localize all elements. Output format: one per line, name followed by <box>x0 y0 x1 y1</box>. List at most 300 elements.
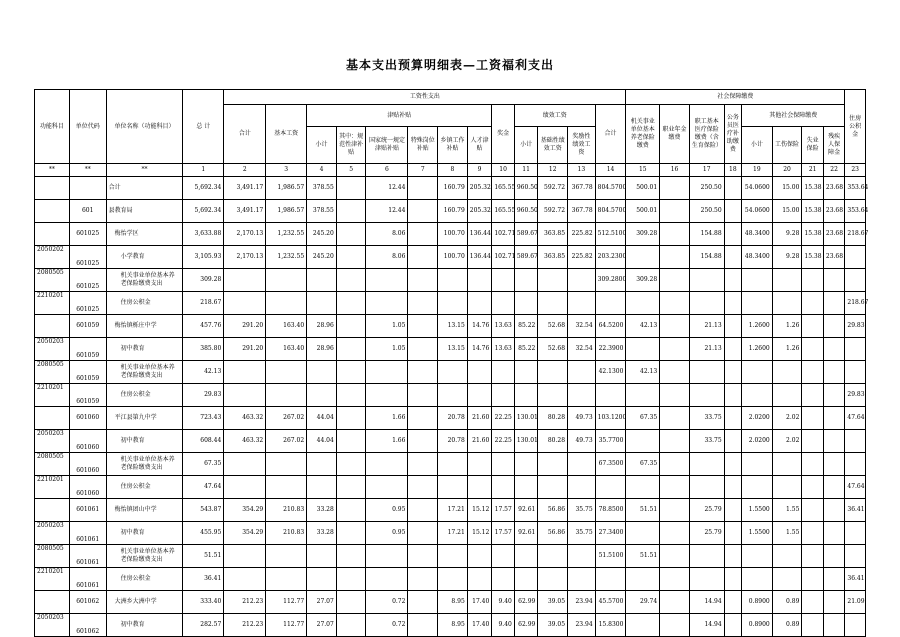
cell-value: 218.67 <box>845 292 866 315</box>
cell-value: 44.04 <box>307 407 337 430</box>
cell-value <box>408 292 438 315</box>
cell-value: 165.55 <box>492 177 515 200</box>
cell-value: 67.3500 <box>595 453 626 476</box>
cell-value: 15.12 <box>467 522 492 545</box>
cell-value <box>438 361 468 384</box>
cell-value: 80.28 <box>538 407 568 430</box>
cell-value <box>224 476 266 499</box>
cell-value: 52.68 <box>538 338 568 361</box>
column-number: 5 <box>336 164 366 177</box>
cell-unit-name: 住房公积金 <box>106 292 183 315</box>
table-row <box>35 269 866 292</box>
cell-value: 267.02 <box>266 407 307 430</box>
cell-value: 2.0200 <box>742 430 773 453</box>
cell-value <box>845 269 866 292</box>
cell-value: 455.95 <box>183 522 224 545</box>
cell-value: 130.01 <box>514 407 538 430</box>
column-number: 23 <box>845 164 866 177</box>
cell-value: 22.25 <box>492 430 515 453</box>
cell-value: 608.44 <box>183 430 224 453</box>
cell-unit-code: 601061 <box>69 499 106 522</box>
cell-value <box>224 453 266 476</box>
cell-value: 463.32 <box>224 430 266 453</box>
cell-value: 309.28 <box>626 223 660 246</box>
cell-value: 291.20 <box>224 338 266 361</box>
cell-value: 15.38 <box>802 200 823 223</box>
cell-value: 1.5500 <box>742 499 773 522</box>
column-number: 7 <box>408 164 438 177</box>
cell-value <box>772 476 802 499</box>
cell-value <box>689 384 724 407</box>
column-number: 16 <box>660 164 690 177</box>
cell-value: 212.23 <box>224 614 266 637</box>
cell-value: 39.05 <box>538 614 568 637</box>
cell-value <box>492 568 515 591</box>
cell-value <box>336 545 366 568</box>
cell-value: 1.66 <box>366 407 408 430</box>
cell-value <box>823 292 845 315</box>
cell-value: 28.96 <box>307 315 337 338</box>
cell-value <box>467 269 492 292</box>
col-header-jj: 奖金 <box>492 105 515 164</box>
cell-value: 27.07 <box>307 614 337 637</box>
cell-unit-code: 601061 <box>69 522 106 545</box>
cell-value: 500.01 <box>626 200 660 223</box>
cell-function-code <box>35 177 70 200</box>
cell-value <box>366 568 408 591</box>
cell-value: 0.8900 <box>742 614 773 637</box>
cell-value <box>366 453 408 476</box>
cell-value <box>724 499 741 522</box>
cell-value: 100.70 <box>438 223 468 246</box>
cell-value: 51.51 <box>183 545 224 568</box>
column-number: 12 <box>538 164 568 177</box>
cell-value <box>823 568 845 591</box>
cell-value: 33.75 <box>689 407 724 430</box>
cell-value <box>336 269 366 292</box>
cell-unit-code: 601061 <box>69 545 106 568</box>
cell-unit-name: 大洲乡大洲中学 <box>106 591 183 614</box>
cell-value: 960.50 <box>514 200 538 223</box>
cell-value: 512.5100 <box>595 223 626 246</box>
cell-value <box>568 568 596 591</box>
cell-value: 52.68 <box>538 315 568 338</box>
cell-value <box>689 545 724 568</box>
cell-value <box>336 522 366 545</box>
cell-value: 29.83 <box>845 315 866 338</box>
cell-value <box>724 200 741 223</box>
cell-value <box>802 453 823 476</box>
page-title: 基本支出预算明细表—工资福利支出 <box>345 58 554 72</box>
cell-value <box>492 545 515 568</box>
cell-value: 1,986.57 <box>266 177 307 200</box>
table-row <box>35 499 866 522</box>
cell-value <box>538 269 568 292</box>
cell-value <box>742 292 773 315</box>
cell-value <box>724 430 741 453</box>
cell-value <box>660 223 690 246</box>
cell-value <box>366 545 408 568</box>
cell-value <box>467 292 492 315</box>
cell-value <box>408 591 438 614</box>
cell-value: 67.35 <box>183 453 224 476</box>
cell-value: 500.01 <box>626 177 660 200</box>
col-header-qzfzgxjt: 其中：规范性津补贴 <box>336 127 366 164</box>
cell-value <box>366 384 408 407</box>
cell-value <box>724 246 741 269</box>
cell-function-code: 2080505 <box>35 453 70 476</box>
cell-unit-name: 合计 <box>106 177 183 200</box>
cell-value: 36.41 <box>845 499 866 522</box>
cell-value <box>408 384 438 407</box>
cell-value <box>823 384 845 407</box>
cell-value <box>802 269 823 292</box>
cell-value <box>408 614 438 637</box>
cell-value: 85.22 <box>514 315 538 338</box>
cell-value <box>802 614 823 637</box>
cell-value <box>660 453 690 476</box>
cell-value: 42.13 <box>626 361 660 384</box>
cell-value: 17.21 <box>438 499 468 522</box>
cell-value <box>823 499 845 522</box>
column-number: 22 <box>823 164 845 177</box>
col-header-tsgwbt: 特殊岗位补贴 <box>408 127 438 164</box>
cell-value: 154.88 <box>689 223 724 246</box>
column-number: 9 <box>467 164 492 177</box>
column-number: 20 <box>772 164 802 177</box>
cell-value: 250.50 <box>689 200 724 223</box>
cell-value: 210.83 <box>266 499 307 522</box>
cell-value <box>408 223 438 246</box>
cell-value: 39.05 <box>538 591 568 614</box>
table-row <box>35 522 866 545</box>
cell-value: 23.94 <box>568 591 596 614</box>
column-number: 14 <box>595 164 626 177</box>
cell-value <box>689 476 724 499</box>
cell-unit-name: 初中教育 <box>106 430 183 453</box>
cell-value <box>724 315 741 338</box>
header-row-1 <box>35 90 866 105</box>
cell-value: 309.28 <box>183 269 224 292</box>
column-number: 3 <box>266 164 307 177</box>
cell-value <box>742 568 773 591</box>
table-row <box>35 614 866 637</box>
cell-value: 14.94 <box>689 591 724 614</box>
table-row <box>35 177 866 200</box>
cell-value <box>660 292 690 315</box>
cell-value <box>336 200 366 223</box>
budget-table <box>34 89 869 637</box>
cell-value: 1.5500 <box>742 522 773 545</box>
cell-value: 49.73 <box>568 407 596 430</box>
cell-value <box>408 177 438 200</box>
cell-value <box>336 499 366 522</box>
col-header-gzxzc: 工资性支出 <box>224 90 626 105</box>
cell-value: 28.96 <box>307 338 337 361</box>
cell-unit-code: 601025 <box>69 246 106 269</box>
cell-value <box>538 476 568 499</box>
cell-value <box>724 361 741 384</box>
cell-value <box>307 292 337 315</box>
cell-value <box>845 246 866 269</box>
cell-value: 960.50 <box>514 177 538 200</box>
cell-value <box>514 453 538 476</box>
cell-value: 9.40 <box>492 614 515 637</box>
cell-value <box>802 522 823 545</box>
table-row <box>35 246 866 269</box>
cell-value <box>845 614 866 637</box>
cell-value: 49.73 <box>568 430 596 453</box>
cell-value <box>724 292 741 315</box>
col-header-zynj: 职业年金缴费 <box>660 105 690 164</box>
cell-value: 13.15 <box>438 338 468 361</box>
cell-value <box>336 315 366 338</box>
cell-value: 385.80 <box>183 338 224 361</box>
cell-value: 64.5200 <box>595 315 626 338</box>
cell-value: 15.38 <box>802 177 823 200</box>
cell-value: 225.82 <box>568 223 596 246</box>
cell-value: 589.67 <box>514 246 538 269</box>
cell-value: 17.57 <box>492 522 515 545</box>
cell-value <box>408 545 438 568</box>
cell-value: 9.40 <box>492 591 515 614</box>
cell-value <box>538 384 568 407</box>
cell-value <box>802 568 823 591</box>
cell-value <box>772 361 802 384</box>
cell-value <box>845 545 866 568</box>
cell-value: 29.83 <box>183 384 224 407</box>
cell-value <box>660 200 690 223</box>
cell-value: 3,491.17 <box>224 177 266 200</box>
cell-value <box>660 568 690 591</box>
cell-value <box>845 522 866 545</box>
cell-value <box>336 384 366 407</box>
column-number: 4 <box>307 164 337 177</box>
cell-value <box>626 522 660 545</box>
cell-value <box>266 361 307 384</box>
cell-value: 136.44 <box>467 246 492 269</box>
cell-unit-name: 平江县第九中学 <box>106 407 183 430</box>
cell-value: 1,986.57 <box>266 200 307 223</box>
cell-value <box>408 522 438 545</box>
cell-value: 245.20 <box>307 246 337 269</box>
cell-value <box>438 269 468 292</box>
cell-value <box>724 476 741 499</box>
cell-value <box>307 453 337 476</box>
cell-value <box>336 246 366 269</box>
cell-unit-name: 初中教育 <box>106 522 183 545</box>
col-header-zj: 总 计 <box>183 90 224 164</box>
cell-value: 363.85 <box>538 223 568 246</box>
cell-value: 20.78 <box>438 407 468 430</box>
cell-value: 1.2600 <box>742 315 773 338</box>
cell-value: 51.51 <box>626 545 660 568</box>
cell-value: 1.05 <box>366 315 408 338</box>
cell-value: 22.25 <box>492 407 515 430</box>
cell-value <box>307 568 337 591</box>
cell-value: 363.85 <box>538 246 568 269</box>
cell-value: 47.64 <box>183 476 224 499</box>
cell-value: 1.55 <box>772 499 802 522</box>
cell-value <box>568 292 596 315</box>
cell-value <box>626 476 660 499</box>
cell-value: 56.86 <box>538 499 568 522</box>
cell-value <box>660 522 690 545</box>
cell-value: 33.75 <box>689 430 724 453</box>
cell-value: 15.38 <box>802 223 823 246</box>
table-row <box>35 476 866 499</box>
cell-value <box>408 315 438 338</box>
cell-value: 309.2800 <box>595 269 626 292</box>
cell-value <box>823 338 845 361</box>
cell-value <box>724 591 741 614</box>
cell-value: 51.51 <box>626 499 660 522</box>
cell-value <box>514 384 538 407</box>
column-number: 2 <box>224 164 266 177</box>
cell-value: 23.68 <box>823 223 845 246</box>
table-row <box>35 591 866 614</box>
cell-value <box>772 453 802 476</box>
column-number: 6 <box>366 164 408 177</box>
cell-value: 154.88 <box>689 246 724 269</box>
cell-unit-name: 住房公积金 <box>106 476 183 499</box>
cell-value <box>492 361 515 384</box>
cell-value <box>772 568 802 591</box>
cell-value <box>595 292 626 315</box>
cell-value: 1.66 <box>366 430 408 453</box>
cell-value <box>660 384 690 407</box>
cell-value: 367.78 <box>568 177 596 200</box>
cell-value <box>467 361 492 384</box>
cell-value <box>660 614 690 637</box>
cell-value: 163.40 <box>266 338 307 361</box>
cell-value <box>266 453 307 476</box>
cell-value: 17.21 <box>438 522 468 545</box>
cell-value: 2.0200 <box>742 407 773 430</box>
cell-value: 0.72 <box>366 614 408 637</box>
cell-value <box>514 292 538 315</box>
cell-value <box>336 453 366 476</box>
cell-value: 13.63 <box>492 315 515 338</box>
cell-value <box>626 338 660 361</box>
cell-value: 35.75 <box>568 522 596 545</box>
cell-function-code: 2210201 <box>35 384 70 407</box>
cell-value <box>595 476 626 499</box>
cell-function-code: 2210201 <box>35 292 70 315</box>
cell-unit-name: 初中教育 <box>106 338 183 361</box>
cell-value <box>595 384 626 407</box>
cell-value <box>408 246 438 269</box>
cell-value: 804.5700 <box>595 200 626 223</box>
column-number: 18 <box>724 164 741 177</box>
cell-value: 92.61 <box>514 522 538 545</box>
cell-function-code <box>35 223 70 246</box>
col-header-jlxjxgz: 奖励性绩效工资 <box>568 127 596 164</box>
cell-value <box>336 430 366 453</box>
cell-value: 353.64 <box>845 177 866 200</box>
table-row <box>35 223 866 246</box>
cell-value: 21.60 <box>467 407 492 430</box>
cell-value: 160.79 <box>438 200 468 223</box>
cell-value <box>742 453 773 476</box>
cell-value <box>224 568 266 591</box>
cell-value <box>336 407 366 430</box>
cell-unit-name: 住房公积金 <box>106 568 183 591</box>
cell-value: 0.72 <box>366 591 408 614</box>
cell-function-code: 2210201 <box>35 476 70 499</box>
cell-function-code: 2050203 <box>35 338 70 361</box>
col-header-jtbt: 津贴补贴 <box>307 105 492 127</box>
cell-value: 21.13 <box>689 315 724 338</box>
col-header-ylbx: 机关事业单位基本养老保险缴费 <box>626 105 660 164</box>
cell-value <box>689 269 724 292</box>
cell-value: 22.3900 <box>595 338 626 361</box>
cell-unit-code: 601025 <box>69 269 106 292</box>
cell-value <box>660 591 690 614</box>
cell-value <box>823 591 845 614</box>
cell-value: 56.86 <box>538 522 568 545</box>
col-header-gjyfdbt: 国家统一规定津贴补贴 <box>366 127 408 164</box>
cell-value: 15.12 <box>467 499 492 522</box>
cell-value: 282.57 <box>183 614 224 637</box>
cell-value <box>492 384 515 407</box>
cell-value <box>538 292 568 315</box>
cell-value: 62.99 <box>514 614 538 637</box>
cell-value: 33.28 <box>307 522 337 545</box>
cell-value <box>438 384 468 407</box>
cell-function-code: 2210201 <box>35 568 70 591</box>
cell-value <box>660 246 690 269</box>
cell-value: 36.41 <box>845 568 866 591</box>
cell-value: 14.76 <box>467 338 492 361</box>
cell-value <box>366 361 408 384</box>
col-header-dwdm: 单位代码 <box>69 90 106 164</box>
cell-function-code: 2050203 <box>35 430 70 453</box>
cell-unit-name: 初中教育 <box>106 614 183 637</box>
cell-value <box>514 568 538 591</box>
cell-value <box>307 384 337 407</box>
cell-value: 203.2300 <box>595 246 626 269</box>
col-header-shbz: 社会保障缴费 <box>626 90 845 105</box>
cell-value <box>660 545 690 568</box>
cell-value <box>438 453 468 476</box>
cell-value <box>724 177 741 200</box>
cell-value: 291.20 <box>224 315 266 338</box>
cell-unit-code: 601025 <box>69 223 106 246</box>
cell-value <box>467 384 492 407</box>
column-number: 13 <box>568 164 596 177</box>
cell-value <box>438 568 468 591</box>
cell-value <box>224 269 266 292</box>
cell-value <box>802 430 823 453</box>
cell-value: 35.75 <box>568 499 596 522</box>
cell-value: 42.1300 <box>595 361 626 384</box>
cell-function-code <box>35 591 70 614</box>
cell-value <box>823 522 845 545</box>
cell-value <box>408 407 438 430</box>
cell-function-code <box>35 200 70 223</box>
cell-value <box>802 499 823 522</box>
cell-value: 354.29 <box>224 499 266 522</box>
cell-value: 160.79 <box>438 177 468 200</box>
cell-value <box>689 453 724 476</box>
column-number: ** <box>69 164 106 177</box>
cell-value <box>568 545 596 568</box>
cell-value <box>724 338 741 361</box>
cell-value <box>538 568 568 591</box>
cell-value: 44.04 <box>307 430 337 453</box>
cell-value: 592.72 <box>538 177 568 200</box>
